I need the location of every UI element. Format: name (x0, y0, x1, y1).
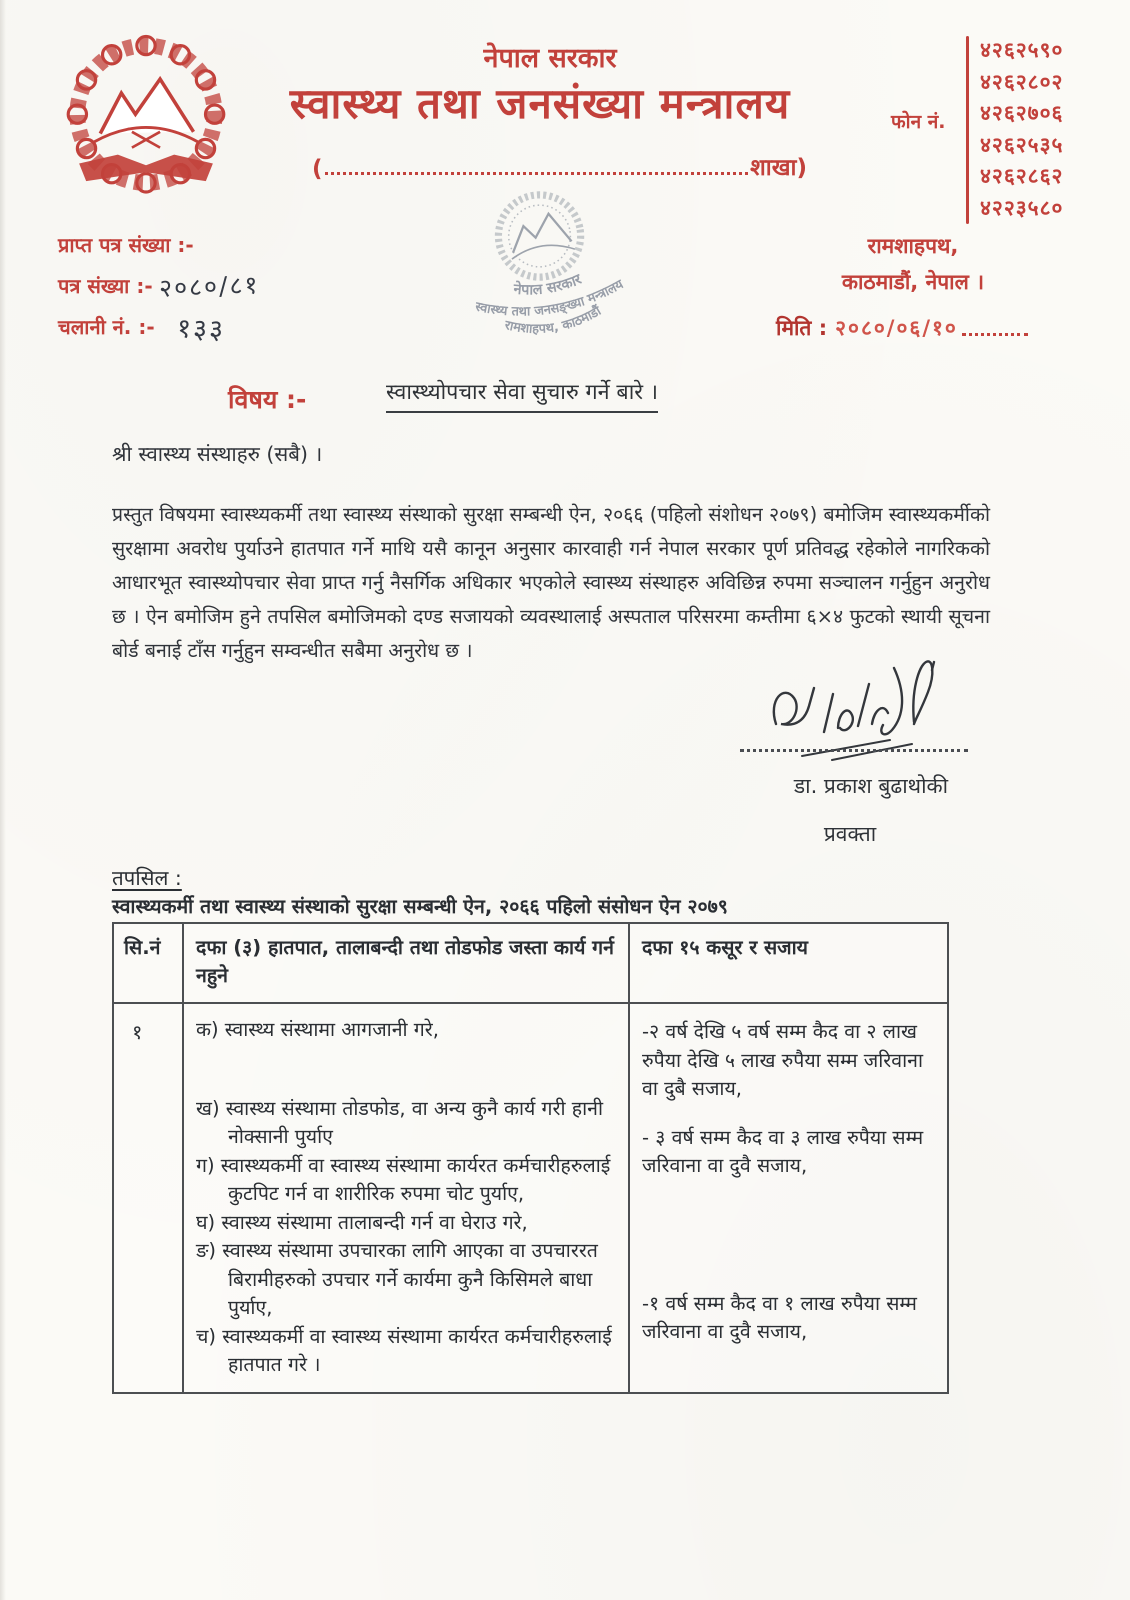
dispatch-no-handwritten-value: १३३ (176, 313, 226, 346)
offense-item: ग) स्वास्थ्यकर्मी वा स्वास्थ्य संस्थामा कार्यरत कर्मचारीहरुलाई कुटपिट गर्न वा शारीरिक रुपमा चोट पुर्याए, (196, 1153, 611, 1205)
address-line2: काठमाडौं, नेपाल । (841, 270, 985, 294)
ministry-address-block (808, 228, 1018, 300)
tapasil-subtitle: स्वास्थ्यकर्मी तथा स्वास्थ्य संस्थाको सुरक्षा सम्बन्धी ऐन, २०६६ पहिलो संसोधन ऐन २०७९ (112, 892, 728, 924)
letter-no-handwritten-value: २०८०/८१ (158, 270, 260, 303)
penalty-item: -१ वर्ष सम्म कैद वा १ लाख रुपैया सम्म जरिवाना वा दुवै सजाय, (642, 1291, 917, 1343)
header-serial-no: सि.नं (124, 936, 161, 959)
dispatch-no-label: चलानी नं. :- (58, 315, 155, 339)
svg-text:रामशाहपथ, काठमाडौं: रामशाहपथ, काठमाडौं (503, 303, 604, 337)
dispatch-no-row (58, 306, 259, 347)
phone-number: ४२६२५३५ (980, 132, 1064, 157)
government-title: नेपाल सरकार (483, 43, 617, 74)
offense-item: च) स्वास्थ्यकर्मी वा स्वास्थ्य संस्थामा कार्यरत कर्मचारीहरुलाई हातपात गरे । (196, 1324, 612, 1376)
addressee-line: श्री स्वास्थ्य संस्थाहरु (सबै) । (112, 442, 323, 466)
tapasil-heading: तपसिल : (112, 866, 182, 890)
ministry-round-stamp (427, 163, 663, 379)
received-letter-no-row (58, 226, 259, 265)
signatory-name: डा. प्रकाश बुढाथोकी (793, 774, 949, 798)
subject-label: विषय :- (228, 385, 307, 414)
penalty-item: -२ वर्ष देखि ५ वर्ष सम्म कैद वा २ लाख रुपैया देखि ५ लाख रुपैया सम्म जरिवाना वा दुबै सजाय, (642, 1020, 924, 1100)
date-row (776, 314, 1028, 342)
address-line1: रामशाहपथ, (867, 234, 959, 258)
header-penalty-column: दफा १५ कसूर र सजाय (628, 924, 947, 1002)
dot-leader (962, 332, 1028, 336)
letter-no-row (58, 265, 259, 306)
ministry-title: स्वास्थ्य तथा जनसंख्या मन्त्रालय (289, 79, 791, 128)
phone-number: ४२६२७०६ (980, 101, 1064, 125)
header-offense-column: दफा (३) हातपात, तालाबन्दी तथा तोडफोड जस्ता कार्य गर्न नहुने (182, 924, 628, 1002)
phone-number: ४२६२८०२ (980, 69, 1064, 94)
branch-open-paren: ( (312, 156, 323, 182)
signatory-title: प्रवक्ता (823, 822, 877, 846)
subject-text: स्वास्थ्योपचार सेवा सुचारु गर्ने बारे । (386, 377, 658, 413)
svg-text:नेपाल सरकार: नेपाल सरकार (512, 271, 584, 299)
offense-item: ङ) स्वास्थ्य संस्थामा उपचारका लागि आएका वा उपचाररत बिरामीहरुको उपचार गर्ने कार्यमा कुनै किसिमले बाधा पुर्याए, (196, 1239, 598, 1319)
letter-body-paragraph: प्रस्तुत विषयमा स्वास्थ्यकर्मी तथा स्वास्थ्य संस्थाको सुरक्षा सम्बन्धी ऐन, २०६६ (पहिलो संशोधन २०७९) बमोजिम स्वास्थ्यकर्मीको सुरक्षामा अवरोध पुर्याउने हातपात गर्ने माथि यसै कानून अनुसार कारवाही गर्न नेपाल सरकार पूर्ण प्रतिवद्ध रहेकोले नागरिकको आधारभूत स्वास्थ्योपचार सेवा प्राप्त गर्नु नैसर्गिक अधिकार भएकोले स्वास्थ्य संस्थाहरु अविछिन्न रुपमा सञ्चालन गर्नुहुन अनुरोध छ । ऐन बमोजिम हुने तपसिल बमोजिमको दण्ड सजायको व्यवस्थालाई अस्पताल परिसरमा कम्तीमा ६×४ फुटको स्थायी सूचना बोर्ड बनाई टाँस गर्नुहुन सम्वन्धीत सबैमा अनुरोध छ । (112, 503, 990, 662)
phone-number: ४२६२८६२ (980, 164, 1064, 188)
signature-dotted-line (740, 748, 968, 752)
penalty-table-header-row (114, 924, 947, 1004)
phone-number: ४२२३५८० (980, 195, 1064, 220)
penalty-list-cell (628, 1004, 947, 1392)
phone-number: ४२६२५९० (980, 38, 1064, 62)
date-label: मिति : (776, 316, 828, 340)
offense-item: ख) स्वास्थ्य संस्थामा तोडफोड, वा अन्य कुनै कार्य गरी हानी नोक्सानी पुर्याए (196, 1096, 604, 1148)
phone-number-list (980, 36, 1122, 225)
received-letter-no-label: प्राप्त पत्र संख्या :- (58, 233, 194, 257)
offense-item: घ) स्वास्थ्य संस्थामा तालाबन्दी गर्न वा घेराउ गरे, (196, 1210, 528, 1234)
penalty-table-body-row (114, 1004, 947, 1392)
phone-divider-line (966, 36, 969, 224)
dot-leader (325, 171, 749, 175)
letter-meta-block (58, 226, 259, 347)
penalty-table (112, 922, 949, 1394)
date-stamped-value: २०८०/०६/१० (835, 316, 958, 340)
offense-item: क) स्वास्थ्य संस्थामा आगजानी गरे, (196, 1018, 439, 1041)
offense-list-cell (182, 1004, 628, 1392)
row-serial-no: १ (132, 1020, 143, 1044)
letter-no-label: पत्र संख्या :- (58, 274, 153, 298)
penalty-item: - ३ वर्ष सम्म कैद वा ३ लाख रुपैया सम्म जरिवाना वा दुवै सजाय, (642, 1125, 924, 1177)
svg-text:स्वास्थ्य तथा जनसङ्ख्या मन्त्र: स्वास्थ्य तथा जनसङ्ख्या मन्त्रालय (473, 277, 627, 320)
phone-label: फोन नं. (891, 111, 946, 133)
branch-label: शाखा) (750, 155, 807, 181)
